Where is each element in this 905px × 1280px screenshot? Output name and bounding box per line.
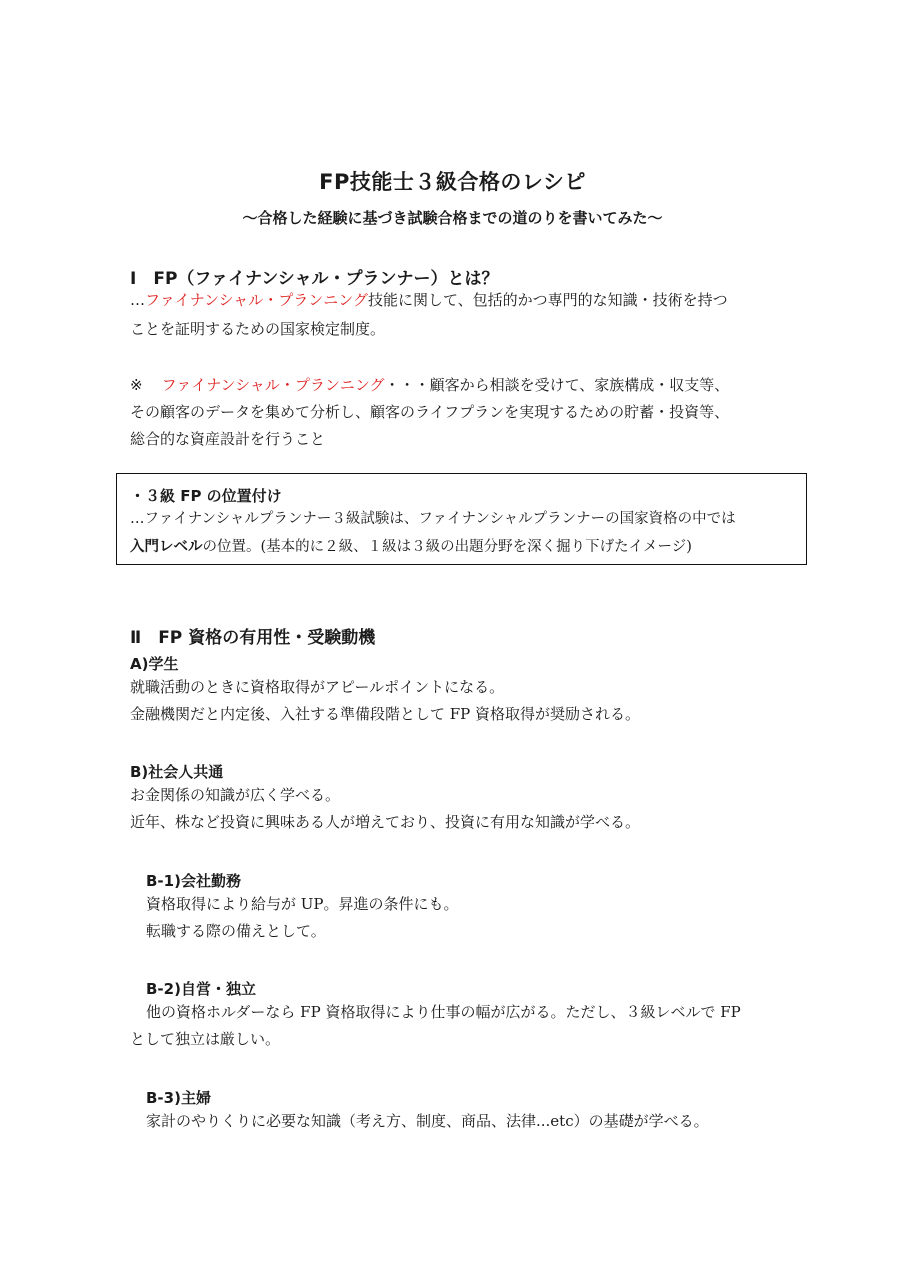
subsection-b-line-2: 近年、株など投資に興味ある人が増えており、投資に有用な知識が学べる。 xyxy=(130,813,641,831)
subsection-b1-line-1: 資格取得により給与が UP。昇進の条件にも。 xyxy=(146,895,459,913)
section-2-heading: Ⅱ FP 資格の有用性・受験動機 xyxy=(130,628,376,648)
box-heading: ・３級 FP の位置付け xyxy=(130,487,282,505)
note-mark: ※ xyxy=(130,376,158,394)
subsection-b1-title: B-1)会社勤務 xyxy=(146,872,241,890)
note-line-2: その顧客のデータを集めて分析し、顧客のライフプランを実現するための貯蓄・投資等、 xyxy=(130,403,730,421)
subsection-b2-line-2: として独立は厳しい。 xyxy=(130,1030,281,1048)
subsection-b2-line-1: 他の資格ホルダーなら FP 資格取得により仕事の幅が広がる。ただし、３級レベルで FP xyxy=(146,1003,741,1021)
subsection-a-line-2: 金融機関だと内定後、入社する準備段階として FP 資格取得が奨励される。 xyxy=(130,705,641,723)
document-title: FP技能士３級合格のレシピ xyxy=(319,170,586,194)
note-line-1 xyxy=(130,378,729,393)
definition-line-1 xyxy=(130,293,728,308)
subsection-b-line-1: お金関係の知識が広く学べる。 xyxy=(130,786,341,804)
definition-line-2: ことを証明するための国家検定制度。 xyxy=(130,320,386,338)
section-1-heading: Ⅰ FP（ファイナンシャル・プランナー）とは？ xyxy=(130,269,499,289)
document-subtitle: ～合格した経験に基づき試験合格までの道のりを書いてみた～ xyxy=(242,209,663,227)
subsection-b2-title: B-2)自営・独立 xyxy=(146,980,256,998)
note-term: ファイナンシャル・プランニング xyxy=(161,376,385,394)
definition-prefix: … xyxy=(130,291,145,309)
subsection-b3-title: B-3)主婦 xyxy=(146,1089,211,1107)
subsection-a-line-1: 就職活動のときに資格取得がアピールポイントになる。 xyxy=(130,678,505,696)
subsection-b1-line-2: 転職する際の備えとして。 xyxy=(146,922,326,940)
box-line-2-bold: 入門レベル xyxy=(130,538,203,555)
subsection-b-title: B)社会人共通 xyxy=(130,763,224,781)
definition-rest: 技能に関して、包括的かつ専門的な知識・技術を持つ xyxy=(367,291,728,309)
box-line-2-rest: の位置。(基本的に２級、１級は３級の出題分野を深く掘り下げたイメージ) xyxy=(202,539,692,555)
note-line-3: 総合的な資産設計を行うこと xyxy=(130,430,326,448)
definition-term: ファイナンシャル・プランニング xyxy=(145,291,368,309)
subsection-a-title: A)学生 xyxy=(130,655,179,673)
box-line-2 xyxy=(130,540,692,555)
subsection-b3-line-1: 家計のやりくりに必要な知識（考え方、制度、商品、法律...etc）の基礎が学べる。 xyxy=(146,1112,709,1130)
note-rest: ・・・顧客から相談を受けて、家族構成・収支等、 xyxy=(384,376,730,394)
box-line-1: …ファイナンシャルプランナー３級試験は、ファイナンシャルプランナーの国家資格の中では xyxy=(130,511,736,527)
